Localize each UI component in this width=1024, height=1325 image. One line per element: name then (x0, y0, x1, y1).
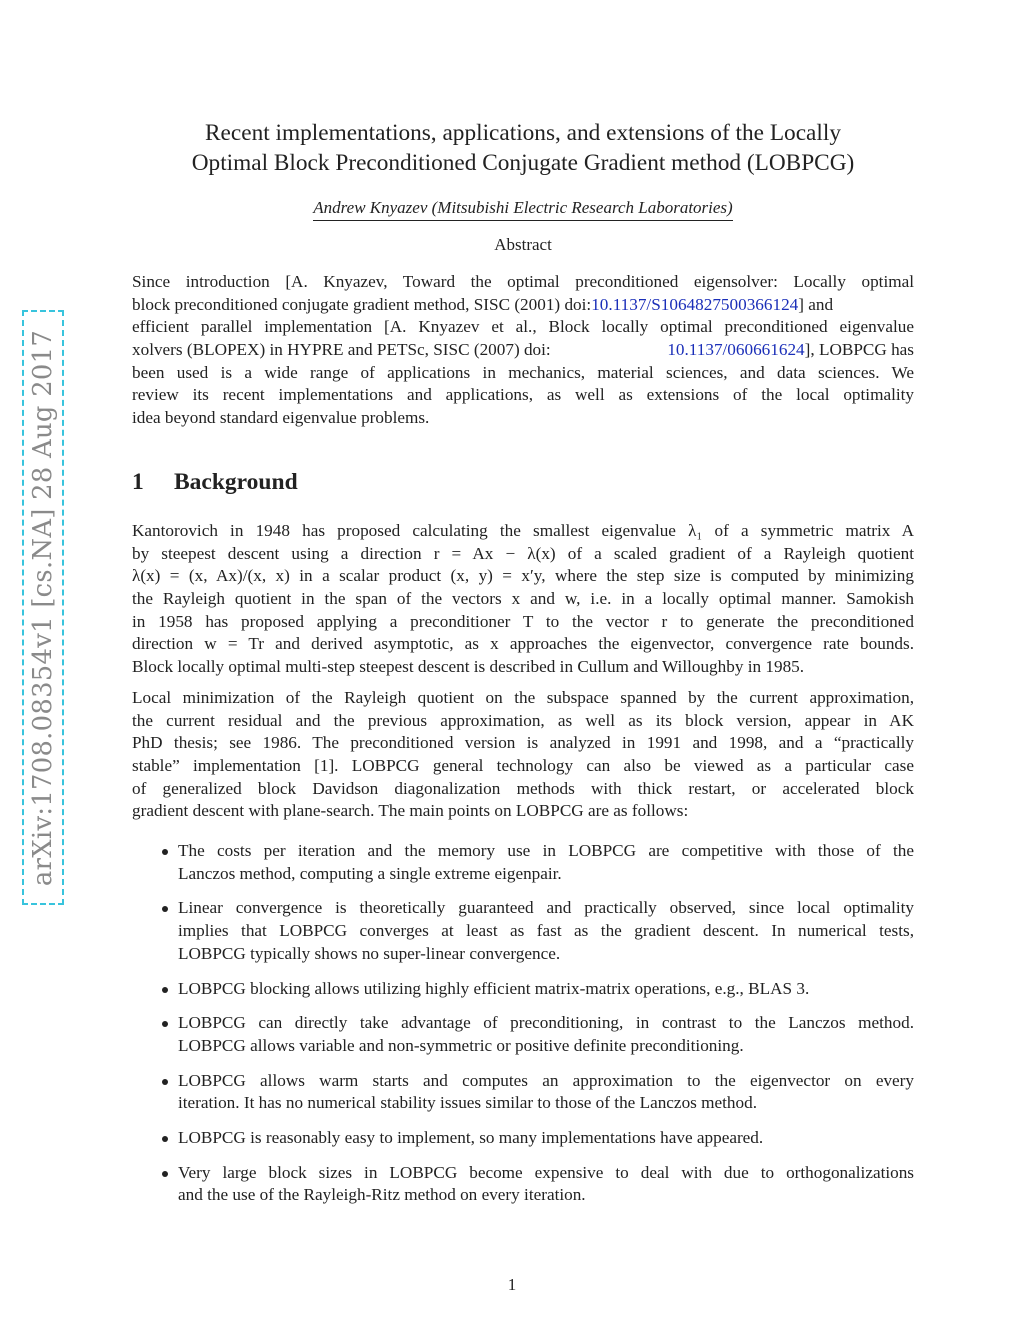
abstract-heading: Abstract (494, 235, 552, 254)
bullet-icon (162, 987, 168, 993)
section-number: 1 (132, 469, 144, 495)
list-item-line: LOBPCG typically shows no super-linear convergence. (178, 943, 561, 963)
paragraph-line: stable” implementation [1]. LOBPCG general technology can also be viewed as a particular case (132, 756, 914, 776)
abstract-line: idea beyond standard eigenvalue problems. (132, 408, 430, 428)
abstract-text: xolvers (BLOPEX) in HYPRE and PETSc, SISC (2007) doi: (132, 340, 551, 360)
paragraph-line: of generalized block Davidson diagonalization methods with thick restart, or accelerated block (132, 778, 914, 798)
arxiv-stamp (22, 310, 64, 905)
doi-link[interactable]: 10.1137/060661624 (667, 340, 805, 360)
abstract-text: ] and (798, 294, 834, 314)
list-item-line: implies that LOBPCG converges at least as fast as the gradient descent. In numerical tests, (178, 921, 914, 941)
paragraph-line: λ(x) = (x, Ax)/(x, x) in a scalar product (x, y) = x′y, where the step size is computed by minimizing (132, 566, 914, 586)
list-item (132, 1162, 914, 1207)
paragraph-line: Block locally optimal multi-step steepest descent is described in Cullum and Willoughby in 1985. (132, 657, 805, 677)
paragraph-line: Local minimization of the Rayleigh quotient on the subspace spanned by the current approximation, (132, 688, 914, 707)
author-name: Andrew Knyazev (Mitsubishi Electric Research Laboratories) (313, 197, 732, 221)
list-item-line: LOBPCG allows variable and non-symmetric or positive definite preconditioning. (178, 1035, 744, 1055)
bullet-icon (162, 1079, 168, 1085)
list-item-line: LOBPCG blocking allows utilizing highly efficient matrix-matrix operations, e.g., BLAS 3. (178, 978, 810, 998)
abstract-text: ], LOBPCG has (804, 340, 914, 360)
section-heading (132, 467, 298, 497)
abstract-line: efficient parallel implementation [A. Knyazev et al., Block locally optimal preconditioned eigenvalue (132, 317, 914, 337)
list-item-line: LOBPCG can directly take advantage of preconditioning, in contrast to the Lanczos method. (178, 1013, 914, 1033)
paragraph-line: the Rayleigh quotient in the span of the vectors x and w, i.e. in a locally optimal manner. Samokish (132, 589, 914, 609)
paragraph-line: the current residual and the previous approximation, as well as its block version, appear in AK (132, 710, 914, 730)
title-line-1: Recent implementations, applications, and extensions of the Locally (205, 120, 841, 146)
doi-link[interactable]: 10.1137/S1064827500366124 (591, 294, 799, 314)
paper-title (132, 118, 914, 178)
abstract-body (132, 271, 914, 430)
author-block (132, 197, 914, 221)
bullet-icon (162, 1171, 168, 1177)
list-item-line: Lanczos method, computing a single extreme eigenpair. (178, 863, 562, 883)
abstract-line (132, 339, 914, 362)
abstract-line (132, 294, 914, 317)
list-item-line: Linear convergence is theoretically guaranteed and practically observed, since local optimality (178, 898, 914, 918)
abstract-line: Since introduction [A. Knyazev, Toward the optimal preconditioned eigensolver: Locally optimal (132, 272, 914, 291)
list-item-line: The costs per iteration and the memory use in LOBPCG are competitive with those of the (178, 841, 914, 860)
bullet-icon (162, 906, 168, 912)
paragraph-line: Kantorovich in 1948 has proposed calculating the smallest eigenvalue λ₁ of a symmetric matrix A (132, 521, 914, 540)
list-item-line: LOBPCG allows warm starts and computes an approximation to the eigenvector on every (178, 1070, 914, 1090)
bullet-icon (162, 1021, 168, 1027)
paragraph-kantorovich (132, 520, 914, 679)
paragraph-line: in 1958 has proposed applying a preconditioner T to the vector r to generate the preconditioned (132, 611, 914, 631)
list-item (132, 840, 914, 885)
abstract-text: block preconditioned conjugate gradient method, SISC (2001) doi: (132, 294, 592, 314)
page-number: 1 (507, 1275, 517, 1294)
list-item-line: iteration. It has no numerical stability issues similar to those of the Lanczos method. (178, 1093, 757, 1113)
list-item-line: LOBPCG is reasonably easy to implement, so many implementations have appeared. (178, 1128, 764, 1148)
list-item-line: and the use of the Rayleigh-Ritz method on every iteration. (178, 1185, 586, 1205)
list-item (132, 1012, 914, 1057)
paragraph-line: PhD thesis; see 1986. The preconditioned version is analyzed in 1991 and 1998, and a “practically (132, 733, 914, 753)
lobpcg-points-list (132, 840, 914, 1207)
section-title: Background (174, 469, 298, 495)
arxiv-identifier: arXiv:1708.08354v1 [cs.NA] 28 Aug 2017 (28, 329, 58, 886)
list-item (132, 897, 914, 965)
list-item (132, 978, 914, 1001)
list-item (132, 1127, 914, 1150)
paragraph-local-minimization (132, 687, 914, 823)
paragraph-line: by steepest descent using a direction r = Ax − λ(x) of a scaled gradient of a Rayleigh quotient (132, 543, 914, 563)
list-item-line: Very large block sizes in LOBPCG become expensive to deal with due to orthogonalizations (178, 1162, 914, 1182)
paragraph-line: direction w = Tr and derived asymptotic, as x approaches the eigenvector, convergence rate bounds. (132, 634, 914, 654)
title-line-2: Optimal Block Preconditioned Conjugate Gradient method (LOBPCG) (191, 150, 855, 176)
bullet-icon (162, 849, 168, 855)
abstract-line: been used is a wide range of applications in mechanics, material sciences, and data sciences. We (132, 362, 914, 382)
list-item (132, 1070, 914, 1115)
paragraph-line: gradient descent with plane-search. The main points on LOBPCG are as follows: (132, 801, 689, 821)
bullet-icon (162, 1136, 168, 1142)
abstract-line: review its recent implementations and applications, as well as extensions of the local optimality (132, 385, 914, 405)
